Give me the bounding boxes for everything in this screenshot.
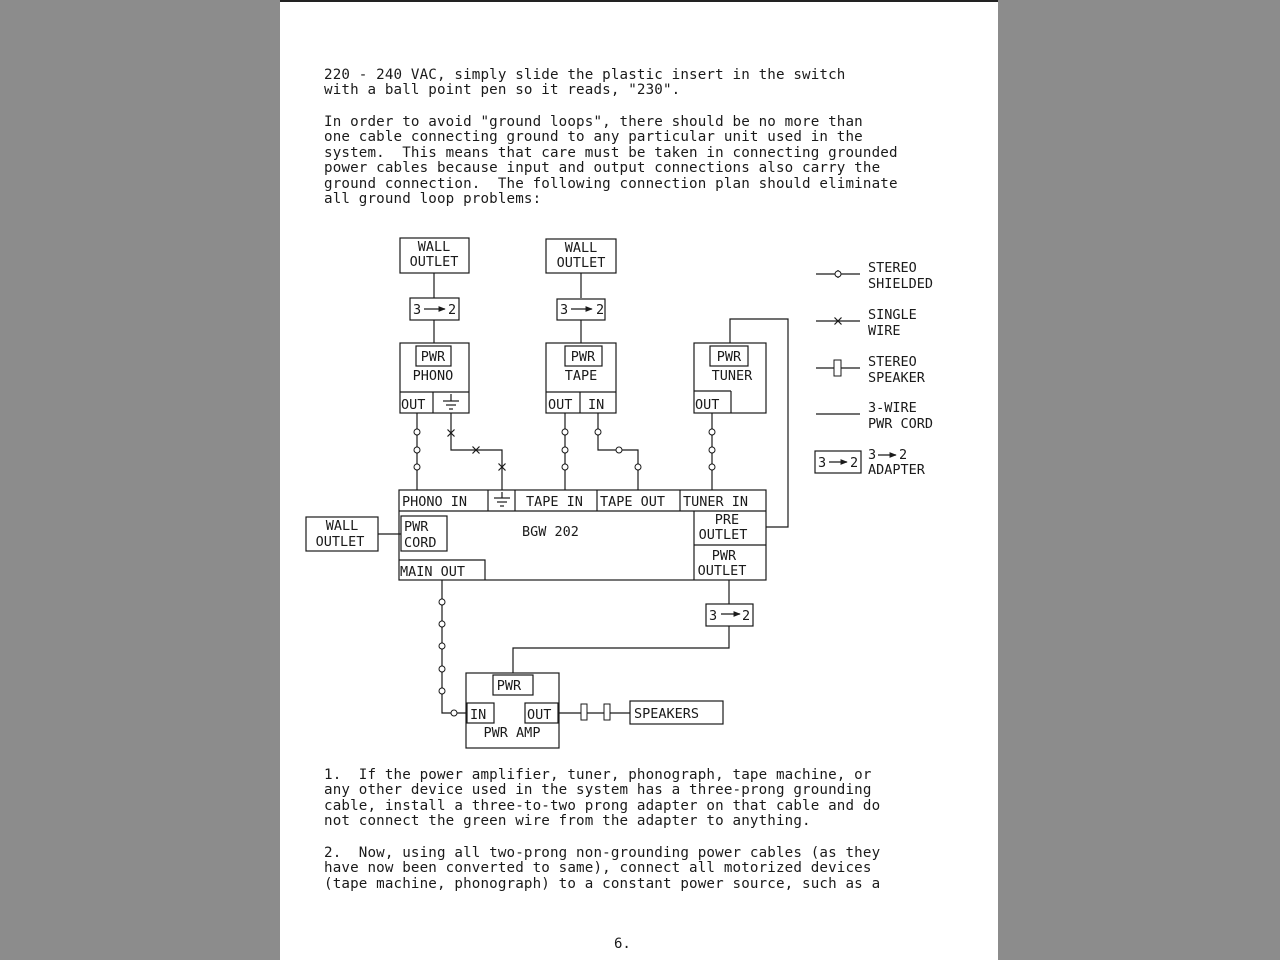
svg-text:3-WIRE: 3-WIRE [868,400,917,416]
svg-text:PWR AMP: PWR AMP [483,725,541,741]
speakers-box [630,701,723,724]
svg-text:BGW 202: BGW 202 [522,524,579,540]
svg-text:TAPE OUT: TAPE OUT [600,494,666,510]
svg-text:WALL: WALL [564,240,598,256]
svg-text:CORD: CORD [404,535,437,551]
tuner-unit [694,343,766,413]
svg-text:3: 3 [818,455,827,471]
svg-text:PWR: PWR [404,519,429,535]
phono-unit [400,343,469,413]
svg-text:OUT: OUT [527,707,552,723]
wall-outlet-bgw [306,517,378,551]
diagram-legend [815,260,933,478]
svg-text:TAPE IN: TAPE IN [526,494,583,510]
svg-text:PWR: PWR [711,548,737,564]
wall-outlet-tape [546,239,616,273]
svg-text:IN: IN [588,397,605,413]
paragraph-step-2: 2. Now, using all two-prong non-grounding power cables (as they have now been converted to same), connect all motorized devices (tape machine, phonograph) to a constant power source, such as a [324,845,881,892]
svg-text:PHONO: PHONO [412,368,454,384]
adapter-tape [557,299,605,320]
svg-text:3: 3 [868,447,877,463]
paragraph-voltage-switch: 220 - 240 VAC, simply slide the plastic insert in the switch with a ball point pen so it reads, "230". [324,67,846,99]
bgw-202-unit [399,490,766,580]
svg-text:OUTLET: OUTLET [697,563,747,579]
adapter-amp [706,604,753,626]
svg-text:OUTLET: OUTLET [556,255,606,271]
svg-text:STEREO: STEREO [868,354,917,370]
svg-text:2: 2 [899,447,908,463]
svg-text:OUT: OUT [695,397,720,413]
svg-text:TAPE: TAPE [564,368,598,384]
paragraph-ground-loops: In order to avoid "ground loops", there should be no more than one cable connecting ground to any particular unit used in the system. This means that care must be taken in connecting grounded power cables because input and output connections also carry the ground connection. The following connection plan should eliminate all ground loop problems: [324,114,898,208]
page-number: 6. [614,936,631,952]
adapter-phono [410,298,459,320]
power-amp-unit [466,673,559,748]
svg-text:SPEAKERS: SPEAKERS [634,706,700,722]
svg-text:OUTLET: OUTLET [409,254,459,270]
svg-text:TUNER IN: TUNER IN [683,494,749,510]
svg-text:SHIELDED: SHIELDED [868,276,934,292]
svg-text:PWR: PWR [570,349,596,365]
svg-text:PRE: PRE [714,512,740,528]
svg-text:3: 3 [413,302,422,318]
svg-text:2: 2 [448,302,457,318]
svg-text:PWR: PWR [496,678,522,694]
document-page [280,0,998,960]
svg-text:PWR: PWR [716,349,742,365]
svg-text:OUT: OUT [401,397,426,413]
svg-text:SINGLE: SINGLE [868,307,917,323]
svg-text:OUTLET: OUTLET [315,534,365,550]
svg-text:OUT: OUT [548,397,573,413]
svg-text:3: 3 [709,608,718,624]
tape-unit [546,343,616,413]
svg-text:2: 2 [742,608,751,624]
svg-text:TUNER: TUNER [711,368,753,384]
wall-outlet-phono [400,238,469,273]
svg-text:2: 2 [596,302,605,318]
svg-text:STEREO: STEREO [868,260,917,276]
svg-text:SPEAKER: SPEAKER [868,370,925,386]
svg-text:PWR: PWR [420,349,446,365]
svg-text:2: 2 [850,455,859,471]
svg-text:PHONO IN: PHONO IN [402,494,468,510]
svg-text:OUTLET: OUTLET [698,527,748,543]
svg-text:3: 3 [560,302,569,318]
svg-text:WIRE: WIRE [868,323,901,339]
paragraph-step-1: 1. If the power amplifier, tuner, phonograph, tape machine, or any other device used in the system has a three-prong grounding cable, install a three-to-two prong adapter on that cable and do not connect the green wire from the adapter to anything. [324,767,881,830]
svg-text:WALL: WALL [417,239,451,255]
svg-text:ADAPTER: ADAPTER [868,462,925,478]
svg-text:MAIN OUT: MAIN OUT [400,564,466,580]
svg-text:PWR CORD: PWR CORD [868,416,934,432]
svg-text:IN: IN [470,707,487,723]
svg-text:WALL: WALL [325,518,359,534]
